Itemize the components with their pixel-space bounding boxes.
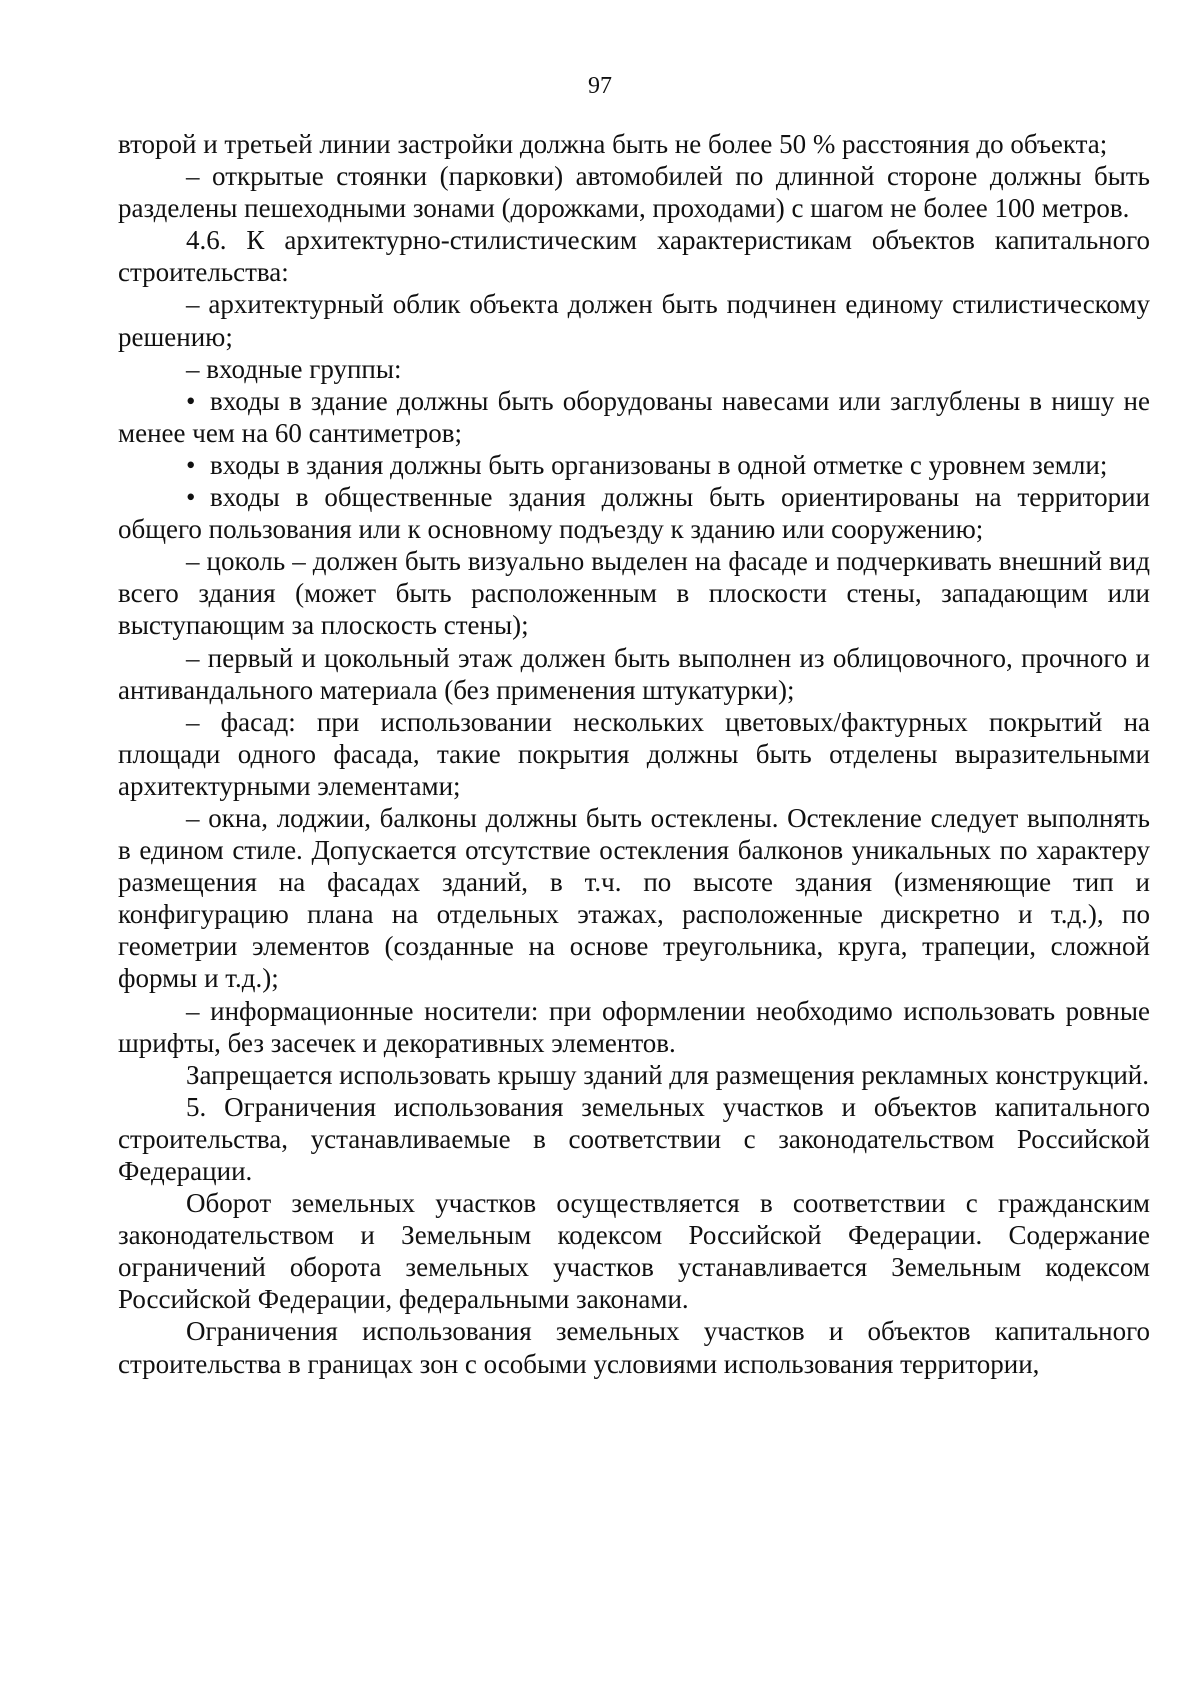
paragraph: – входные группы: — [186, 353, 402, 384]
page-number: 97 — [588, 73, 612, 99]
bullet-icon: • — [186, 449, 196, 480]
paragraph: – окна, лоджии, балконы должны быть остеклены. Остекление следует выполнять в едином стиле. Допускается отсутствие остекления балконов уникальных по характеру размещения на фасадах зданий, в т.ч. по высоте здания (изменяющие тип и конфигурацию плана на отдельных этажах, расположенные дискретно и т.д.), по геометрии элементов (созданные на основе треугольника, круга, трапеции, сложной формы и т.д.); — [118, 802, 1150, 994]
bullet-text: входы в общественные здания должны быть ориентированы на территории общего пользования или к основному подъезду к зданию или сооружению; — [118, 482, 1150, 545]
paragraph: – фасад: при использовании нескольких цветовых/фактурных покрытий на площади одного фасада, такие покрытия должны быть отделены выразительными архитектурными элементами; — [118, 706, 1150, 801]
paragraph: Ограничения использования земельных участков и объектов капитального строительства в границах зон с особыми условиями использования территории, — [118, 1316, 1150, 1379]
section-5-heading: 5. Ограничения использования земельных участков и объектов капитального строительства, устанавливаемые в соответствии с законодательством Российской Федерации. — [118, 1091, 1150, 1186]
bullet-icon: • — [186, 482, 196, 513]
bullet-text: входы в здания должны быть организованы в одной отметке с уровнем земли; — [210, 449, 1108, 480]
paragraph: – открытые стоянки (парковки) автомобилей по длинной стороне должны быть разделены пешеходными зонами (дорожками, проходами) с шагом не более 100 метров. — [118, 161, 1150, 224]
bullet-item — [118, 481, 1150, 545]
paragraph: – цоколь – должен быть визуально выделен на фасаде и подчеркивать внешний вид всего здания (может быть расположенным в плоскости стены, западающим или выступающим за плоскость стены); — [118, 546, 1150, 641]
bullet-text: входы в здание должны быть оборудованы навесами или заглублены в нишу не менее чем на 60 сантиметров; — [118, 385, 1150, 448]
bullet-item — [118, 449, 1150, 481]
paragraph: – первый и цокольный этаж должен быть выполнен из облицовочного, прочного и антивандального материала (без применения штукатурки); — [118, 642, 1150, 705]
section-4-6-heading: 4.6. К архитектурно-стилистическим характеристикам объектов капитального строительства: — [118, 225, 1150, 288]
paragraph: Оборот земельных участков осуществляется в соответствии с гражданским законодательством и Земельным кодексом Российской Федерации. Содержание ограничений оборота земельных участков устанавливается Земельным кодексом Российской Федерации, федеральными законами. — [118, 1188, 1150, 1315]
bullet-item — [118, 385, 1150, 449]
bullet-icon: • — [186, 385, 196, 416]
paragraph: второй и третьей линии застройки должна быть не более 50 % расстояния до объекта; — [118, 129, 1108, 159]
paragraph: – информационные носители: при оформлении необходимо использовать ровные шрифты, без засечек и декоративных элементов. — [118, 995, 1150, 1058]
document-body — [118, 128, 1150, 1380]
paragraph: Запрещается использовать крышу зданий для размещения рекламных конструкций. — [186, 1059, 1149, 1090]
paragraph: – архитектурный облик объекта должен быть подчинен единому стилистическому решению; — [118, 289, 1150, 352]
